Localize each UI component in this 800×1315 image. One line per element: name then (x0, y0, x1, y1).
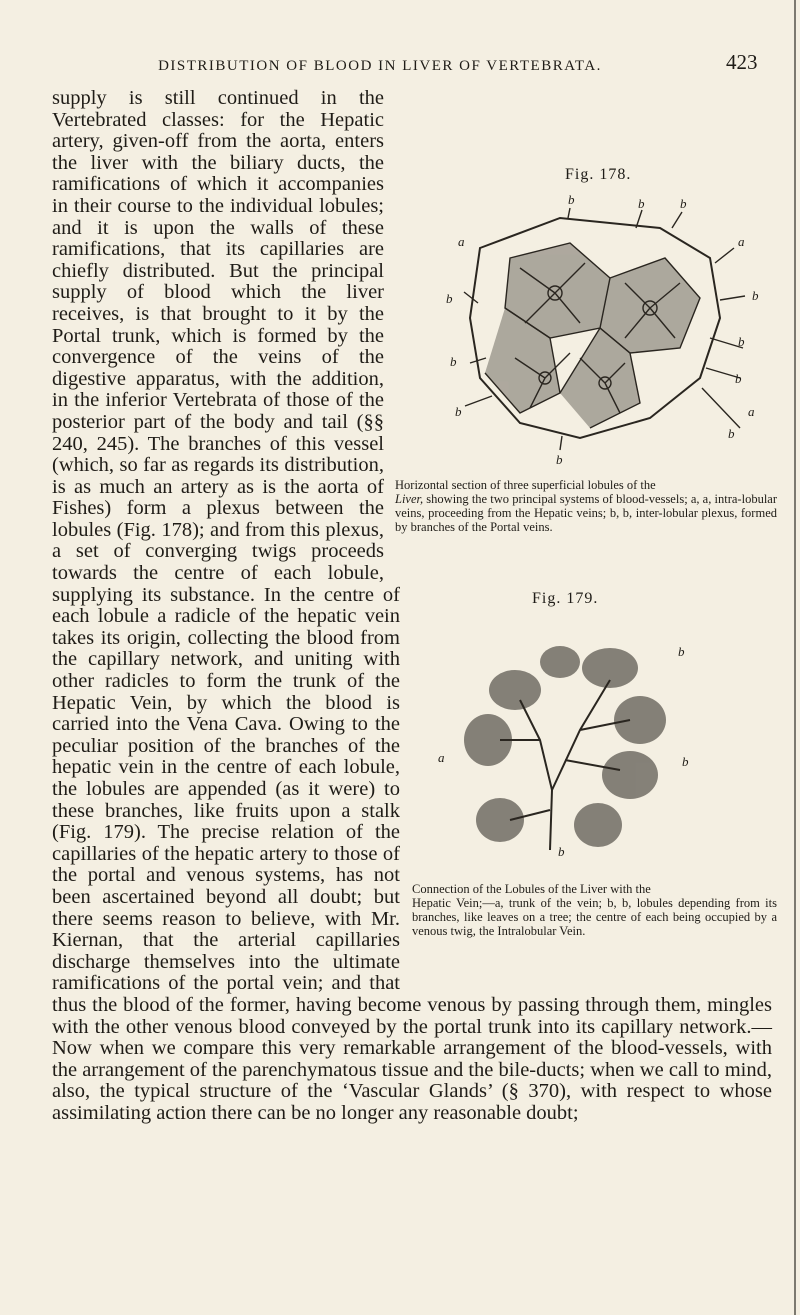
page-number: 423 (726, 50, 758, 74)
figure-178-caption-rest: showing the two principal systems of blood-vessels; a, a, intra-lobular veins, proceeding from the Hepatic veins; b, b, inter-lobular plexus, formed by branches of the Portal veins. (395, 492, 777, 534)
figure-178-letter: a (738, 234, 745, 249)
figure-179-letter: b (682, 754, 689, 769)
figure-178-label: Fig. 178. (565, 166, 632, 183)
figure-178-letter: b (752, 288, 759, 303)
figure-178-letter: b (728, 426, 735, 441)
page-edge (794, 0, 796, 1315)
figure-178-caption-italic: Liver, (395, 492, 424, 506)
figure-178-letter: b (738, 334, 745, 349)
figure-179-letter: b (678, 644, 685, 659)
figure-179-caption-lead: Connection of the Lobules of the Liver with the (412, 882, 651, 896)
figure-178-letter: b (556, 452, 563, 467)
figure-178-letter: b (450, 354, 457, 369)
figure-179-graphic (420, 590, 772, 890)
figure-178-letter: b (680, 196, 687, 211)
figure-178-letter: b (638, 196, 645, 211)
figure-179-letter: a (438, 750, 445, 765)
figure-179-caption (412, 882, 777, 938)
running-head: DISTRIBUTION OF BLOOD IN LIVER OF VERTEBRATA. (158, 58, 602, 74)
body-paragraph: supply is still continued in the Vertebrated classes: for the Hepatic artery, given-off from the aorta, enters the liver with the biliary ducts, the ramifications of which it accompanies in their course to the individual lobules; and it is upon the walls of these ramifications, that its capillaries are chiefly distributed. But the principal supply of blood which the liver receives, is that brought to it by the Portal trunk, which is formed by the convergence of the veins of the digestive apparatus, with the addition, in the inferior Vertebrata of those of the posterior part of the body and tail (§§ 240, 245). The branches of this vessel (which, so far as regards its distribution, is as much an artery as is the aorta of Fishes) form a plexus between the lobules (Fig. 178); and from this plexus, a set of converging twigs proceeds towards the centre of each lobule, supplying its substance. In the centre of each lobule a radicle of the hepatic vein takes its origin, collecting the blood from the capillary network, and uniting with other radicles to form the trunk of the Hepatic Vein, by which the blood is carried into the Vena Cava. Owing to the peculiar position of the branches of the hepatic vein in the centre of each lobule, the lobules are appended (as it were) to these branches, like fruits upon a stalk (Fig. 179). The precise relation of the capillaries of the hepatic artery to those of the portal and venous systems, has not been ascertained beyond all doubt; but there seems reason to believe, with Mr. Kiernan, that the arterial capillaries discharge themselves into the ultimate ramifications of the portal vein; and that thus the blood of the former, having become venous by passing through them, mingles with the other venous blood conveyed by the portal trunk into its capillary network.—Now when we compare this very remarkable arrangement of the blood-vessels, with the arrangement of the parenchymatous tissue and the bile-ducts; when we call to mind, also, the typical structure of the ‘Vascular Glands’ (§ 370), with respect to whose assimilating action there can be no longer any reasonable doubt; (52, 87, 772, 1124)
figure-178-letter: a (458, 234, 465, 249)
figure-178-letter: b (735, 371, 742, 386)
figure-179-label: Fig. 179. (532, 590, 599, 607)
figure-178-caption-lead: Horizontal section of three superficial lobules of the (395, 478, 656, 492)
liver-lobules-section-drawing (410, 188, 772, 468)
figure-178-letter: b (568, 192, 575, 207)
figure-178-letter: b (455, 404, 462, 419)
lobules-on-vein-drawing (420, 620, 772, 860)
figure-178-graphic (410, 168, 772, 468)
figure-178-letter: b (446, 291, 453, 306)
figure-179-caption-rest: Hepatic Vein;—a, trunk of the vein; b, b, lobules depending from its branches, like leaves on a tree; the centre of each being occupied by a venous twig, the Intralobular Vein. (412, 896, 777, 938)
figure-178-letter: a (748, 404, 755, 419)
figure-178-caption (395, 478, 777, 534)
figure-179-letter: b (558, 844, 565, 859)
